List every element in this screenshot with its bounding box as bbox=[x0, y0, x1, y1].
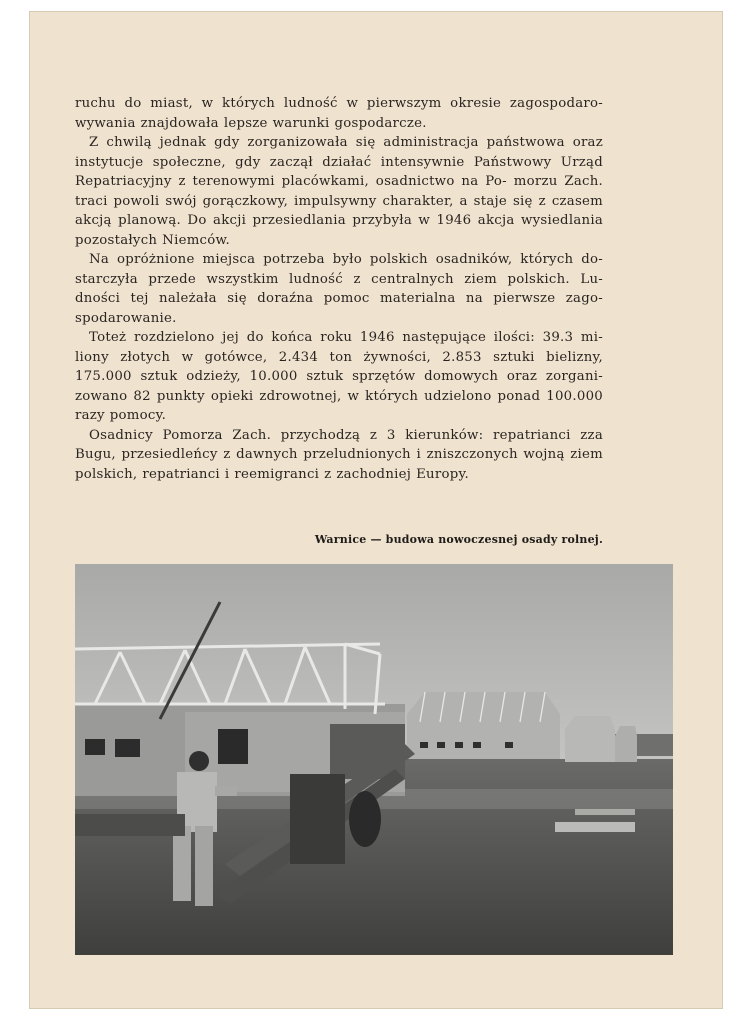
document-page bbox=[29, 11, 723, 1009]
paragraph: ruchu do miast, w których ludność w pierwszym okresie zagospodaro- wywania znajdowała lepsze warunki gospodarcze. bbox=[75, 96, 603, 131]
construction-photo bbox=[75, 564, 673, 955]
photo-caption: Warnice — budowa nowoczesnej osady rolnej. bbox=[314, 533, 603, 546]
paragraph: Na opróżnione miejsca potrzeba było polskich osadników, których do- starczyła przede wszystkim ludność z centralnych ziem polskich. Lu- dności tej należała się doraźna pomoc materialna na pierwsze zago- spodarowanie. bbox=[75, 252, 603, 326]
construction-photo-illustration bbox=[75, 564, 673, 955]
paragraph: Z chwilą jednak gdy zorganizowała się administracja państwowa oraz instytucje społeczne, gdy zaczął działać intensywnie Państwowy Urząd Repatriacyjny z terenowymi placówkami, osadnictwo na Po- morzu Zach. traci powoli swój gorączkowy, impulsywny charakter, a staje się z czasem akcją planową. Do akcji przesiedlania przybyła w 1946 akcja wysiedlania pozostałych Niemców. bbox=[75, 135, 603, 248]
article-text bbox=[75, 94, 603, 484]
paragraph: Osadnicy Pomorza Zach. przychodzą z 3 kierunków: repatrianci zza Bugu, przesiedleńcy z dawnych przeludnionych i zniszczonych wojną ziem polskich, repatrianci i reemigranci z zachodniej Europy. bbox=[75, 427, 603, 482]
paragraph: Toteż rozdzielono jej do końca roku 1946 następujące ilości: 39.3 mi- liony złotych w gotówce, 2.434 ton żywności, 2.853 sztuki bielizny, 175.000 sztuk odzieży, 10.000 sztuk sprzętów domowych oraz zorgani- zowano 82 punkty opieki zdrowotnej, w których udzielono ponad 100.000 razy pomocy. bbox=[75, 330, 603, 423]
